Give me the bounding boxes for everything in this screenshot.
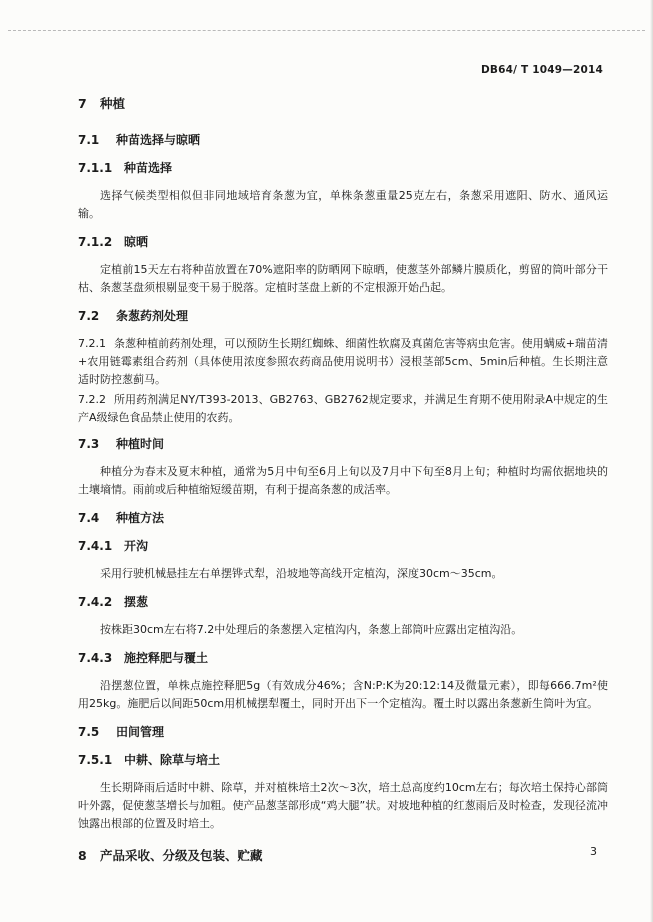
section-7-1-1-text: 选择气候类型相似但非同地域培育条葱为宜，单株条葱重量25克左右，条葱采用遮阳、防水、通风运输。 — [78, 189, 608, 220]
section-number: 7.5 — [78, 725, 100, 739]
section-7-2-1-paragraph — [78, 335, 608, 389]
section-title: 种苗选择 — [124, 161, 173, 175]
section-number: 7.4.3 — [78, 651, 113, 665]
section-7-2-2-paragraph — [78, 391, 608, 427]
section-7-4-1-text: 采用行驶机械悬挂左右单摆铧式犁，沿坡地等高线开定植沟，深度30cm～35cm。 — [100, 567, 503, 580]
section-7-5-heading — [78, 723, 608, 741]
section-number: 7.1 — [78, 133, 100, 147]
section-7-1-2-heading — [78, 233, 608, 251]
header-divider — [8, 30, 645, 31]
section-7-1-heading — [78, 131, 608, 149]
section-7-4-1-heading — [78, 537, 608, 555]
section-number: 7.5.1 — [78, 753, 113, 767]
section-7-4-2-heading — [78, 593, 608, 611]
section-8-heading — [78, 847, 608, 865]
section-number: 7.1.2 — [78, 235, 113, 249]
section-title: 种苗选择与晾晒 — [116, 133, 201, 147]
section-number: 7.2.1 — [78, 337, 106, 350]
section-number: 8 — [78, 848, 87, 863]
section-number: 7.4.2 — [78, 595, 113, 609]
section-7-4-3-text: 沿摆葱位置，单株点施控释肥5g（有效成分46%；含N:P:K为20:12:14及微量元素），即每666.7m²使用25kg。施肥后以间距50cm用机械摆犁覆土，同时开出下一个定植沟。覆土时以露出条葱新生筒叶为宜。 — [78, 679, 608, 710]
section-title: 种植方法 — [116, 511, 165, 525]
section-7-4-2-text: 按株距30cm左右将7.2中处理后的条葱摆入定植沟内，条葱上部筒叶应露出定植沟沿。 — [100, 623, 523, 636]
section-title: 种植 — [100, 96, 126, 111]
section-title: 中耕、除草与培土 — [124, 753, 221, 767]
section-title: 晾晒 — [124, 235, 149, 249]
section-7-3-text: 种植分为春末及夏末种植，通常为5月中旬至6月上旬以及7月中下旬至8月上旬；种植时均需依据地块的土壤墒情。雨前或后种植缩短缓苗期，有利于提高条葱的成活率。 — [78, 465, 608, 496]
document-code: DB64/ T 1049—2014 — [481, 64, 603, 76]
section-7-3-heading — [78, 435, 608, 453]
section-7-1-1-heading — [78, 159, 608, 177]
section-title: 田间管理 — [116, 725, 165, 739]
page-number: 3 — [590, 845, 597, 858]
section-title: 产品采收、分级及包装、贮藏 — [100, 848, 263, 863]
section-7-1-2-text: 定植前15天左右将种苗放置在70%遮阳率的防晒网下晾晒，使葱茎外部鳞片膜质化，剪留的筒叶部分干枯、条葱茎盘须根剔显变干易于脱落。定植时茎盘上新的不定根源开始凸起。 — [78, 263, 608, 294]
section-7-2-heading — [78, 307, 608, 325]
section-7-2-2-text: 所用药剂满足NY/T393-2013、GB2763、GB2762规定要求，并满足生育期不使用附录A中规定的生产A级绿色食品禁止使用的农药。 — [78, 393, 608, 424]
section-title: 开沟 — [124, 539, 149, 553]
section-number: 7.1.1 — [78, 161, 113, 175]
document-body — [78, 95, 608, 883]
section-number: 7.2.2 — [78, 393, 106, 406]
section-7-2-1-text: 条葱种植前药剂处理，可以预防生长期红蜘蛛、细菌性软腐及真菌危害等病虫危害。使用螨威+瑞苗清+农用链霉素组合药剂（具体使用浓度参照农药商品使用说明书）浸根茎部5cm、5min后种植。生长期注意适时防控葱蓟马。 — [78, 337, 608, 386]
section-title: 摆葱 — [124, 595, 149, 609]
section-number: 7 — [78, 96, 87, 111]
section-7-4-3-heading — [78, 649, 608, 667]
section-number: 7.4 — [78, 511, 100, 525]
section-number: 7.2 — [78, 309, 100, 323]
section-7-5-1-text: 生长期降雨后适时中耕、除草，并对植株培土2次～3次，培土总高度约10cm左右；每次培土保持心部筒叶外露，促使葱茎增长与加粗。使产品葱茎部形成“鸡大腿”状。对坡地种植的红葱雨后及时检查，发现径流冲蚀露出根部的位置及时培土。 — [78, 781, 608, 830]
section-title: 条葱药剂处理 — [116, 309, 189, 323]
section-title: 施控释肥与覆土 — [124, 651, 209, 665]
section-number: 7.3 — [78, 437, 100, 451]
section-title: 种植时间 — [116, 437, 165, 451]
section-7-heading — [78, 95, 608, 113]
section-7-5-1-heading — [78, 751, 608, 769]
section-number: 7.4.1 — [78, 539, 113, 553]
section-7-4-heading — [78, 509, 608, 527]
